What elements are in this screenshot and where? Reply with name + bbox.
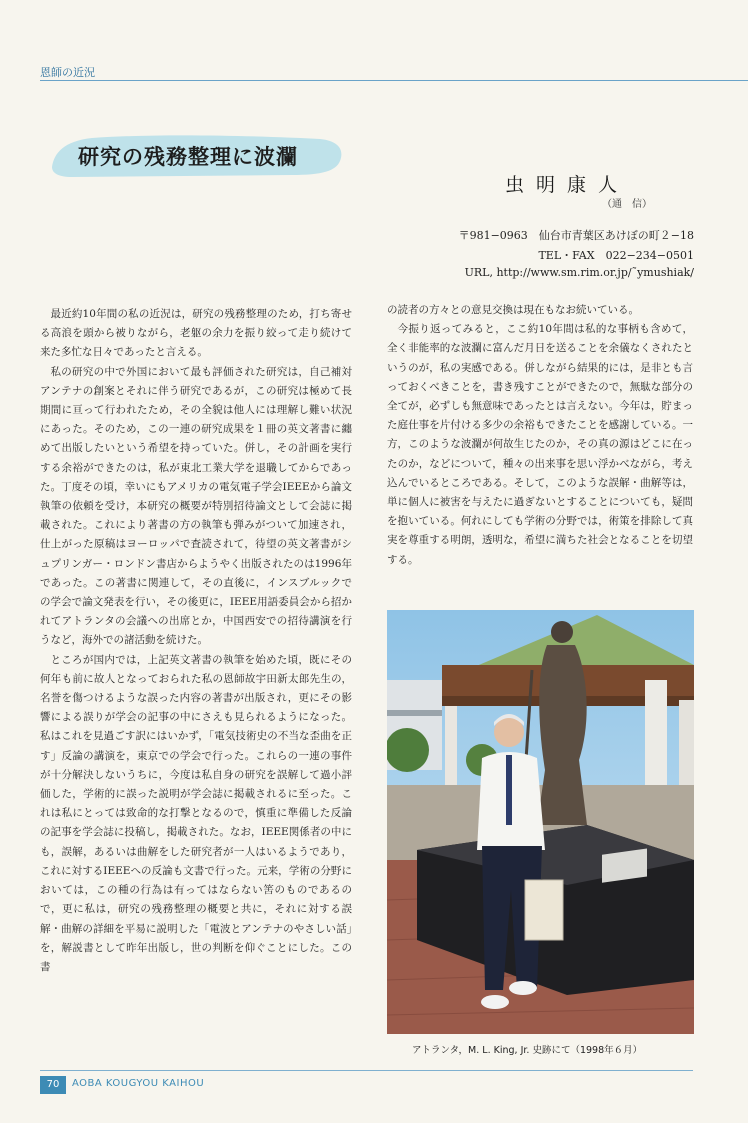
website-url[interactable]: URL, http://www.sm.rim.or.jp/˜ymushiak/ [464,266,694,279]
author-affiliation: （通 信） [602,199,652,210]
paragraph: の読者の方々との意見交換は現在もなお続いている。 [387,304,639,316]
author-photo [387,610,694,1034]
section-label: 恩師の近況 [40,66,95,79]
article-title: 研究の残務整理に波瀾 [78,145,298,169]
left-column [40,305,352,1063]
paragraph: ところが国内では，上記英文著書の執筆を始めた頃，既にその何年も前に故人となっておられた私の恩師故宇田新太郎先生の，名誉を傷つけるような誤った内容の著書が出版され，更にその影響による誤りが学会の記事の中にさえも見られるようになった。私はこれを見過ごす訳にはいかず，「電気技術史の不当な歪曲を正す」反論の講演を，東京での学会で行った。これらの一連の事件が十分解決しないうちに，今度は私自身の研究を誤解して過小評価した，学術的に誤った説明が学会誌に掲載されるに至った。これは私にとっては致命的な打撃となるので，慎重に準備した反論の記事を学会誌に投稿し，掲載された。なお，IEEE関係者の中にも，誤解，あるいは曲解をした研究者が一人はいるようであり，これに対するIEEEへの反論も文書で行った。元来，学術の分野においては，この種の行為は有ってはならない筈のものであるので，更に私は，研究の残務整理の概要と共に，それに対する誤解・曲解の詳細を平易に説明した「電波とアンテナのやさしい話」を，解説書として昨年出版し，世の判断を仰ぐことにした。この書 [40,653,352,973]
footer-divider [40,1070,693,1071]
tel-fax: TEL・FAX 022−234−0501 [538,249,694,262]
article-title-banner [52,133,344,179]
right-column [387,301,693,601]
photo-caption: アトランタ，M. L. King, Jr. 史跡にて（1998年６月） [412,1045,643,1056]
journal-name: AOBA KOUGYOU KAIHOU [72,1078,205,1089]
paragraph: 私の研究の中で外国において最も評価された研究は，自己補対アンテナの創案とそれに伴う研究であるが，この研究は極めて長期間に亘って行われたため，その全貌は他人には理解し難い状況にあった。そのため，この一連の研究成果を１冊の英文著書に纏めて出版したいという希望を持っていた。併し，その計画を実行する余裕ができたのは，私が東北工業大学を退職してからであった。丁度その頃，幸いにもアメリカの電気電子学会IEEEから論文執筆の依頼を受け，本研究の概要が特別招待論文として会誌に掲載された。これにより著書の方の執筆も弾みがついて加速され，仕上がった原稿はヨーロッパで査読されて，待望の英文著書がシュプリンガー・ロンドン書店からようやく出版されたのは1996年であった。この著書に関連して，その直後に，インスブルックでの学会で論文発表を行い，その後更に，IEEE用語委員会から招かれてアトランタの会議への出席とか，中国西安での招待講演を行うなど，海外での諸活動を続けた。 [40,365,352,647]
paragraph: 最近約10年間の私の近況は，研究の残務整理のため，打ち寄せる高浪を頭から被りながら，老躯の余力を振り絞って走り続けて来た多忙な日々であったと言える。 [40,308,352,359]
photo-illustration [387,610,694,1034]
author-name: 虫明康人 [505,174,630,196]
paragraph: 今振り返ってみると，ここ約10年間は私的な事柄も含めて，全く非能率的な波瀾に富んだ月日を送ることを余儀なくされたというのが，私の実感である。併しながら結果的には，是非とも言っておくべきことを，書き残すことができたので，無駄な部分の全てが，必ずしも無意味であったとは言えない。今年は，貯まった庭仕事を片付ける多少の余裕もできたことを感謝している。一方，このような波瀾が何故生じたのか，その真の源はどこに在ったのか，などについて，種々の出来事を思い浮かべながら，考え込んでいるところである。そして，このような誤解・曲解等は，単に個人に被害を与えたに過ぎないとすることについても，疑問を抱いている。何れにしても学術の分野では，術策を排除して真実を尊重する明朗，透明な，希望に満ちた社会となることを切望する。 [387,323,693,566]
header-divider [40,80,748,81]
postal-address: 〒981−0963 仙台市青葉区あけぼの町２−18 [458,229,694,242]
page-number: 70 [40,1076,66,1094]
